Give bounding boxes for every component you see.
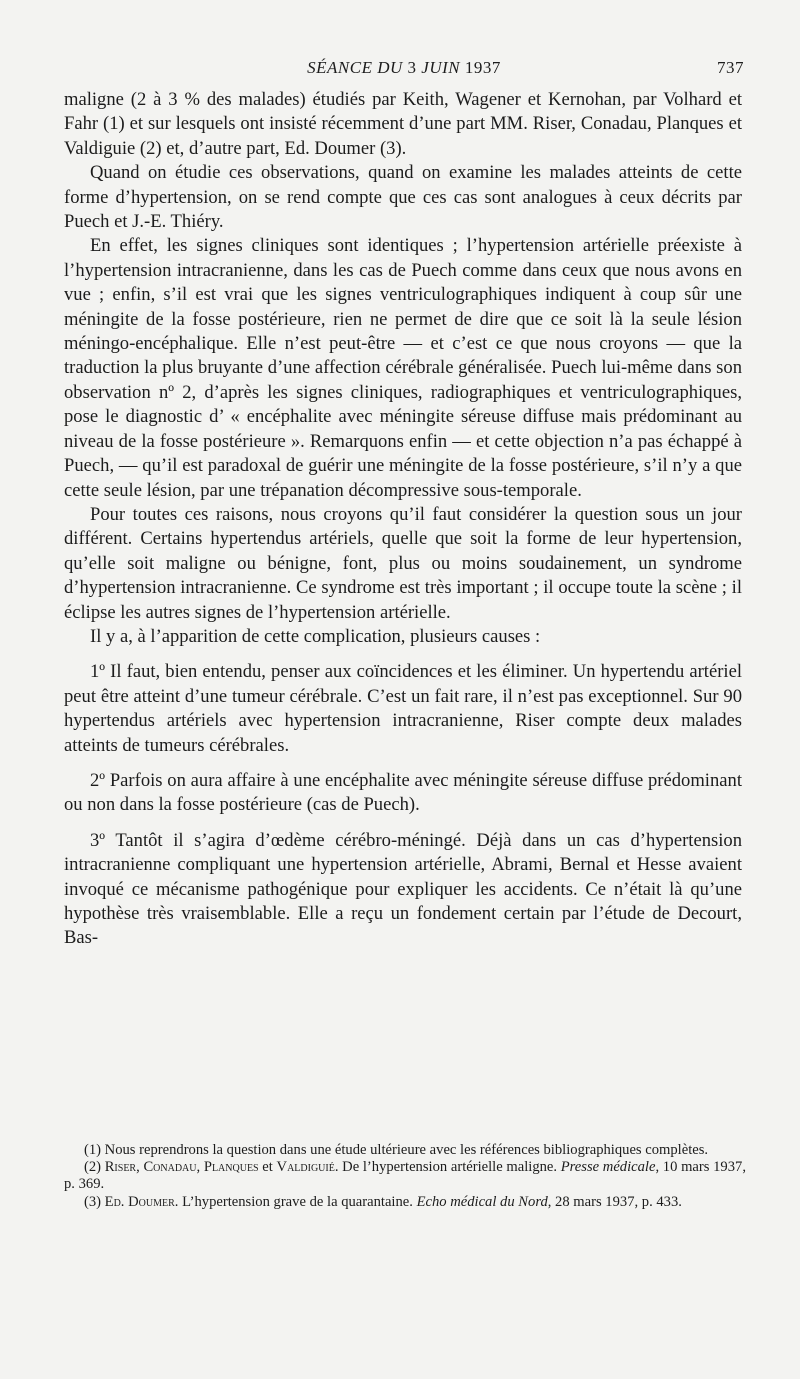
page-number: 737 bbox=[717, 58, 744, 77]
body-text bbox=[64, 88, 742, 951]
footnote-3-author: Ed. Doumer bbox=[104, 1193, 175, 1210]
paragraph: maligne (2 à 3 % des malades) étudiés par Keith, Wagener et Kernohan, par Volhard et Fahr (1) et sur lesquels ont insisté récemment d’une part MM. Riser, Conadau, Planques et Valdiguie (2) et, d’autre part, Ed. Doumer (3). bbox=[64, 89, 742, 159]
paragraph: Quand on étudie ces observations, quand on examine les malades atteints de cette forme d’hypertension, on se rend compte que ces cas sont analogues à ceux décrits par Puech et J.-E. Thiéry. bbox=[64, 162, 742, 233]
list-item-3: 3º Tantôt il s’agira d’œdème cérébro-méningé. Déjà dans un cas d’hypertension intracranienne compliquant une hypertension artérielle, Abrami, Bernal et Hesse avaient invoqué ce mécanisme pathogénique pour expliquer les accidents. Ce n’était là qu’une hypothèse très vraisemblable. Elle a reçu un fondement certain par l’étude de Decourt, Bas- bbox=[64, 829, 742, 949]
footnote-2-author-last: Valdiguié bbox=[276, 1159, 335, 1176]
running-header bbox=[64, 58, 744, 82]
footnote-3-ref: , 28 mars 1937, p. 433. bbox=[547, 1193, 682, 1210]
footnote-2-ref: , 10 mars 1937, p. 369. bbox=[64, 1159, 746, 1193]
paragraph: Il y a, à l’apparition de cette complication, plusieurs causes : bbox=[90, 625, 541, 647]
running-title-part2: JUIN bbox=[416, 58, 465, 77]
footnote-3-journal: Echo médical du Nord bbox=[416, 1193, 548, 1210]
footnote-2-title: . De l’hypertension artérielle maligne. bbox=[334, 1159, 561, 1176]
footnote-2-authors: Riser, Conadau, Planques bbox=[104, 1159, 259, 1176]
paragraph: Pour toutes ces raisons, nous croyons qu’il faut considérer la question sous un jour différent. Certains hypertendus artériels, quelle que soit la forme de leur hypertension, qu’elle soit maligne ou bénigne, font, plus ou moins soudainement, un syndrome d’hypertension intracranienne. Ce syndrome est très important ; il occupe toute la scène ; il éclipse les autres signes de l’hypertension artérielle. bbox=[64, 503, 742, 623]
list-item-2: 2º Parfois on aura affaire à une encéphalite avec méningite séreuse diffuse prédominant ou non dans la fosse postérieure (cas de Puech). bbox=[64, 769, 742, 816]
footnote-2-et: et bbox=[258, 1159, 277, 1176]
footnote-3-number: (3) bbox=[84, 1193, 105, 1210]
footnote-3-title: . L’hypertension grave de la quarantaine. bbox=[174, 1193, 417, 1210]
paragraph: En effet, les signes cliniques sont identiques ; l’hypertension artérielle préexiste à l’hypertension intracranienne, dans les cas de Puech comme dans ceux que nous avons en vue ; enfin, s’il est vrai que les signes ventriculographiques indiquent à coup sûr une méningite de la fosse postérieure, rien ne permet de dire que ce soit là la seule lésion méningo-encéphalique. Elle n’est peut-être — et c’est ce que nous croyons — que la traduction la plus bruyante d’une affection cérébrale généralisée. Puech lui-même dans son observation nº 2, d’après les signes cliniques, radiographiques et ventriculographiques, pose le diagnostic d’ « encéphalite avec méningite séreuse diffuse mais prédominant au niveau de la fosse postérieure ». Remarquons enfin — et cette objection n’a pas échappé à Puech, — qu’il est paradoxal de guérir une méningite de la fosse postérieure, s’il n’y a que cette seule lésion, par une trépanation décompressive sous-temporale. bbox=[64, 235, 742, 501]
running-title-year: 1937 bbox=[464, 58, 501, 77]
footnote-1: (1) Nous reprendrons la question dans une étude ultérieure avec les références bibliographiques complètes. bbox=[84, 1142, 709, 1158]
running-title-day: 3 bbox=[407, 58, 417, 77]
footnotes bbox=[64, 1142, 746, 1211]
footnote-3 bbox=[64, 1194, 746, 1211]
running-title-part1: SÉANCE DU bbox=[307, 58, 408, 77]
footnote-2-number: (2) bbox=[84, 1159, 105, 1176]
footnote-2 bbox=[64, 1159, 746, 1193]
list-item-1: 1º Il faut, bien entendu, penser aux coïncidences et les éliminer. Un hypertendu artériel peut être atteint d’une tumeur cérébrale. C’est un fait rare, il n’est pas exceptionnel. Sur 90 hypertendus artériels avec hypertension intracranienne, Riser compte deux malades atteints de tumeurs cérébrales. bbox=[64, 661, 742, 756]
footnote-2-journal: Presse médicale bbox=[560, 1159, 656, 1176]
running-title bbox=[64, 58, 744, 78]
